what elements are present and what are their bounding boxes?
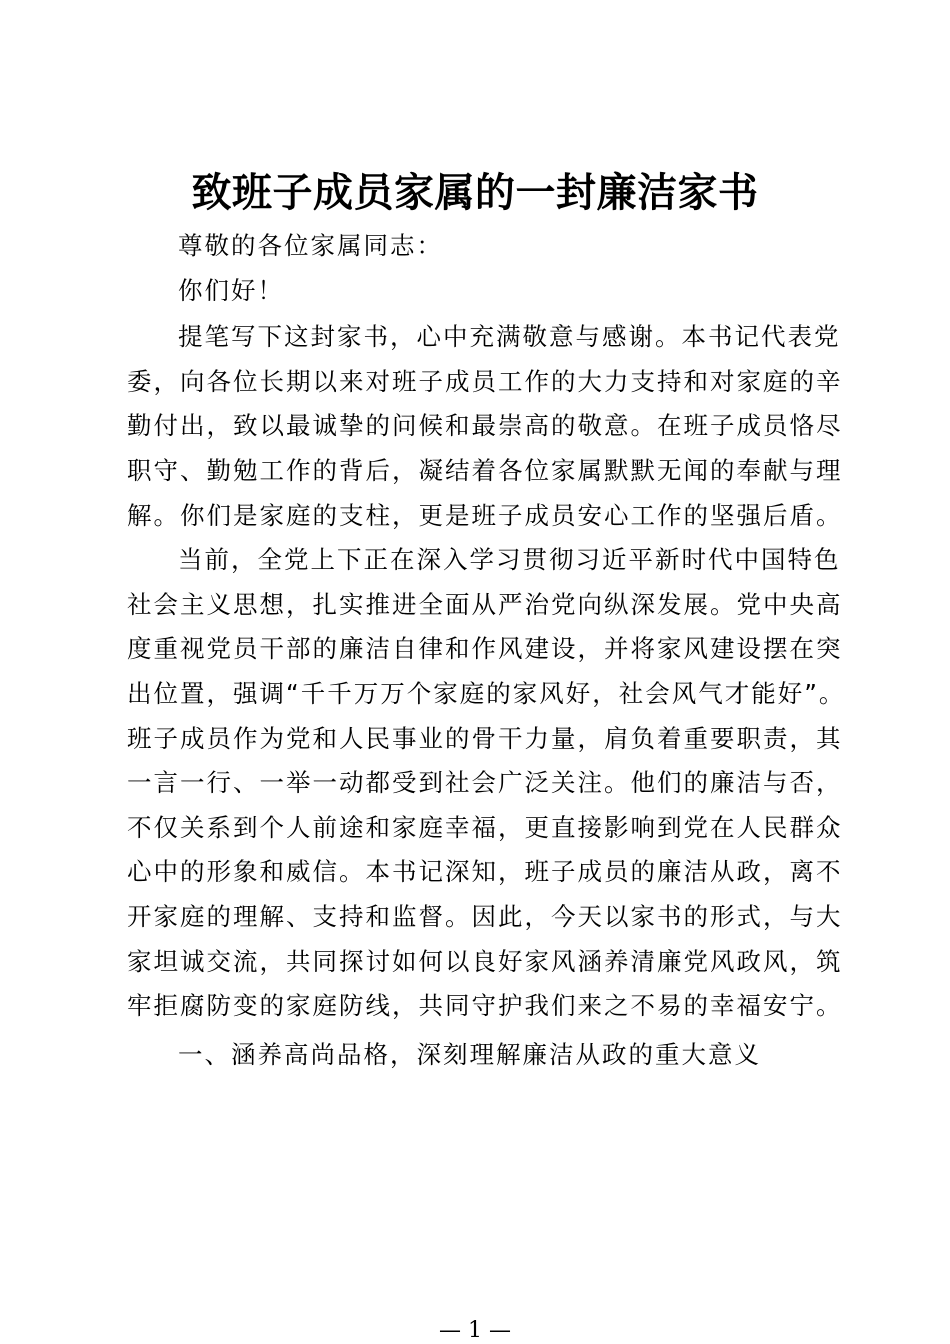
paragraph-line: 当前，全党上下正在深入学习贯彻习近平新时代中国特色 [178,545,841,575]
paragraph-line: 开家庭的理解、支持和监督。因此，今天以家书的形式，与大 [127,901,843,931]
page-number: — 1 — [439,1318,511,1343]
paragraph-line: 职守、勤勉工作的背后，凝结着各位家属默默无闻的奉献与理 [127,455,843,485]
letter-body [127,224,846,1077]
paragraph-line: 委，向各位长期以来对班子成员工作的大力支持和对家庭的辛 [127,366,843,396]
paragraph-line: 提笔写下这封家书，心中充满敬意与感谢。本书记代表党 [178,322,841,352]
paragraph-line: 家坦诚交流，共同探讨如何以良好家风涵养清廉党风政风，筑 [127,946,843,976]
paragraph-line: 社会主义思想，扎实推进全面从严治党向纵深发展。党中央高 [127,589,843,619]
paragraph-line: 勤付出，致以最诚挚的问候和最崇高的敬意。在班子成员恪尽 [127,411,843,441]
document-title: 致班子成员家属的一封廉洁家书 [191,169,759,216]
salutation: 尊敬的各位家属同志： [178,231,443,260]
paragraph-line: 解。你们是家庭的支柱，更是班子成员安心工作的坚强后盾。 [127,500,843,530]
paragraph-line: 一言一行、一举一动都受到社会广泛关注。他们的廉洁与否， [127,768,843,798]
section-heading: 一、涵养高尚品格，深刻理解廉洁从政的重大意义 [178,1039,761,1069]
paragraph-line: 班子成员作为党和人民事业的骨干力量，肩负着重要职责，其 [127,723,843,753]
paragraph-line: 心中的形象和威信。本书记深知，班子成员的廉洁从政，离不 [127,857,843,887]
paragraph-line: 出位置，强调“千千万万个家庭的家风好，社会风气才能好”。 [127,678,846,708]
greeting: 你们好！ [178,275,284,305]
paragraph-line: 度重视党员干部的廉洁自律和作风建设，并将家风建设摆在突 [127,634,843,664]
paragraph-line: 不仅关系到个人前途和家庭幸福，更直接影响到党在人民群众 [127,812,843,842]
paragraph-line: 牢拒腐防变的家庭防线，共同守护我们来之不易的幸福安宁。 [127,991,843,1021]
